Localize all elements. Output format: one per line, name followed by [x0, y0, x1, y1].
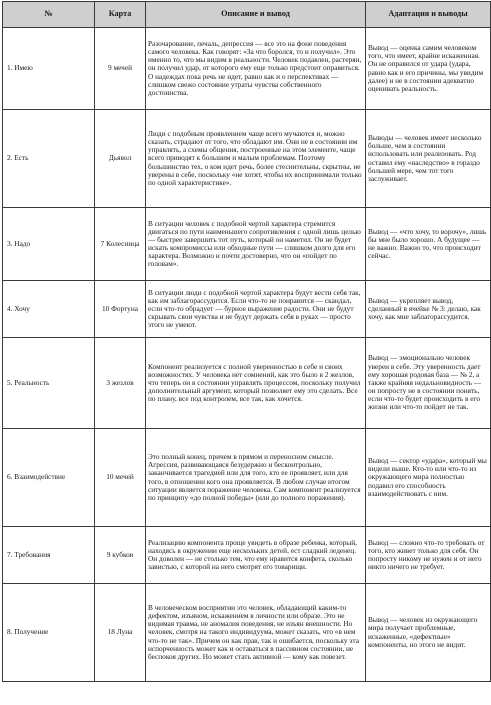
row-card: 7 Колесница [95, 208, 146, 281]
row-position: 6. Взаимодействие [3, 429, 95, 527]
row-card: Дьявол [95, 110, 146, 208]
row-description: Компонент реализуется с полной уверенностью в себе и своих возможностях. У человека нет сомнений, как это было в 2 жезлов, что теперь он в состоянии управлять процессом, поскольку получил дополнительный аргумент, который позволяет ему это сделать. Все по плану, все под контролем, все так, как хочется. [146, 338, 366, 429]
row-description: Люди с подобным проявлением чаще всего мучаются и, можно сказать, страдают от того, что обладают им. Они не в состоянии им управлять, а схемы общения, построенные на этом элементе, чаще всего приводят к большим и малым проблемам. Поэтому большинство тех, о ком идет речь, более стеснительны, скрытны, не уверены в себе, поскольку «не хотят, чтобы их воспринимали только по одной характеристике». [146, 110, 366, 208]
row-adaptation: Вывод — укрепляет вывод, сделанный в ячейке № 3: делаю, как хочу, как мне заблагорассудится. [366, 281, 491, 338]
header-adapt: Адаптация и выводы [366, 2, 491, 28]
row-description: Разочарование, печаль, депрессия — все это на фоне поведения самого человека. Как говорят: «За что боролся, то и получил». Это именно то, что мы видим в реальности. Человек подавлен, растерян, он получил удар, от которого ему еще только предстоит оправиться. О надеждах пока речь не идет, равно как и о перспективах — слишком свежо состояние утраты чувства собственного достоинства. [146, 28, 366, 110]
row-description: Это полный конец, причем в прямом и переносном смысле. Агрессия, развивающаяся безудержно и бесконтрольно, заканчивается трагедией или для того, кто ее проявляет, или для того, в отношении кого она проявляется. В любом случае итогом ситуации является поражение человека. Сам компонент реализуется по принципу «до полной победы» (или до полного поражения). [146, 429, 366, 527]
row-position: 8. Получение [3, 584, 95, 682]
row-card: 3 жезлов [95, 338, 146, 429]
table-row [3, 208, 491, 281]
row-adaptation: Вывод — человек из окружающего мира получает проблемные, искаженные, «дефектные» компоненты, но этого не видит. [366, 584, 491, 682]
row-description: Реализацию компонента проще увидеть в образе ребенка, который, находясь в окружении еще нескольких детей, ест сладкий леденец. Он доволен — не столько тем, что ему нравится конфета, сколько завистью, с которой на него смотрят его товарищи. [146, 527, 366, 584]
row-adaptation: Выводы — человек имеет несколько больше, чем в состоянии использовать или реализовать. Род оставил ему «наследство» в гораздо большей мере, чем тот того заслуживает. [366, 110, 491, 208]
row-position: 7. Требования [3, 527, 95, 584]
row-position: 4. Хочу [3, 281, 95, 338]
row-description: В ситуации человек с подобной чертой характера стремится двигаться по пути наименьшего сопротивления с одной лишь целью — быстрее завершить тот путь, который он наметил. Он не будет искать компромиссы или обходные пути — слишком долго для его характера. Возможно и почти достоверно, что он «пойдет по головам». [146, 208, 366, 281]
row-card: 9 кубков [95, 527, 146, 584]
header-num: № [3, 2, 95, 28]
table-row [3, 110, 491, 208]
row-position: 2. Есть [3, 110, 95, 208]
tarot-analysis-table [2, 1, 491, 682]
row-card: 10 Фортуна [95, 281, 146, 338]
table-row [3, 527, 491, 584]
header-desc: Описание и вывод [146, 2, 366, 28]
table-row [3, 338, 491, 429]
row-adaptation: Вывод — «что хочу, то ворочу», лишь бы мне было хорошо. А будущее — не важно. Важно то, что происходит сейчас. [366, 208, 491, 281]
row-card: 10 мечей [95, 429, 146, 527]
row-adaptation: Вывод — сектор «удара», который мы видели выше. Кто-то или что-то из окружающего мира полностью подавил его способность взаимодействовать с ним. [366, 429, 491, 527]
row-position: 3. Надо [3, 208, 95, 281]
row-adaptation: Вывод — оценка самим человеком того, что имеет, крайне искаженная. Он не оправился от удара (удара, равно как и его причины, мы увидим далее) и не в состоянии адекватно оценивать реальность. [366, 28, 491, 110]
table-row [3, 281, 491, 338]
table-row [3, 584, 491, 682]
row-adaptation: Вывод — сложно что-то требовать от того, кто живет только для себя. Он попросту никому не нужен и от него никто ничего не требует. [366, 527, 491, 584]
table-row [3, 28, 491, 110]
row-card: 18 Луна [95, 584, 146, 682]
row-position: 1. Имею [3, 28, 95, 110]
row-adaptation: Вывод — эмоционально человек уверен в себе. Эту уверенность дает ему хорошая родовая база — № 2, а также крайняя недальновидность — он попросту не в состоянии понять, если что-то будет происходить в его жизни или что-то пойдет не так. [366, 338, 491, 429]
row-description: В ситуации люди с подобной чертой характера будут вести себя так, как им заблагорассудится. Если что-то не понравится — скандал, если что-то обрадует — бурное выражение радости. Они не будут скрывать свои чувства и не будут держать себя в руках — просто этого не умеют. [146, 281, 366, 338]
table-row [3, 429, 491, 527]
row-card: 9 мечей [95, 28, 146, 110]
header-card: Карта [95, 2, 146, 28]
table-header-row [3, 2, 491, 28]
row-description: В человеческом восприятии это человек, обладающий каким-то дефектом, изъяном, искажением в личности или образе. Это не видимая травма, не аномалия поведения, не изъян внешности. Но человек, смотря на такого индивидуума, может сказать, что «в нем что-то не так». Причем он как прав, так и ошибается, поскольку эта испорченность может как и оставаться в пассивном состоянии, не беспокоя других. Но может стать активной — кому как повезет. [146, 584, 366, 682]
row-position: 5. Реальность [3, 338, 95, 429]
